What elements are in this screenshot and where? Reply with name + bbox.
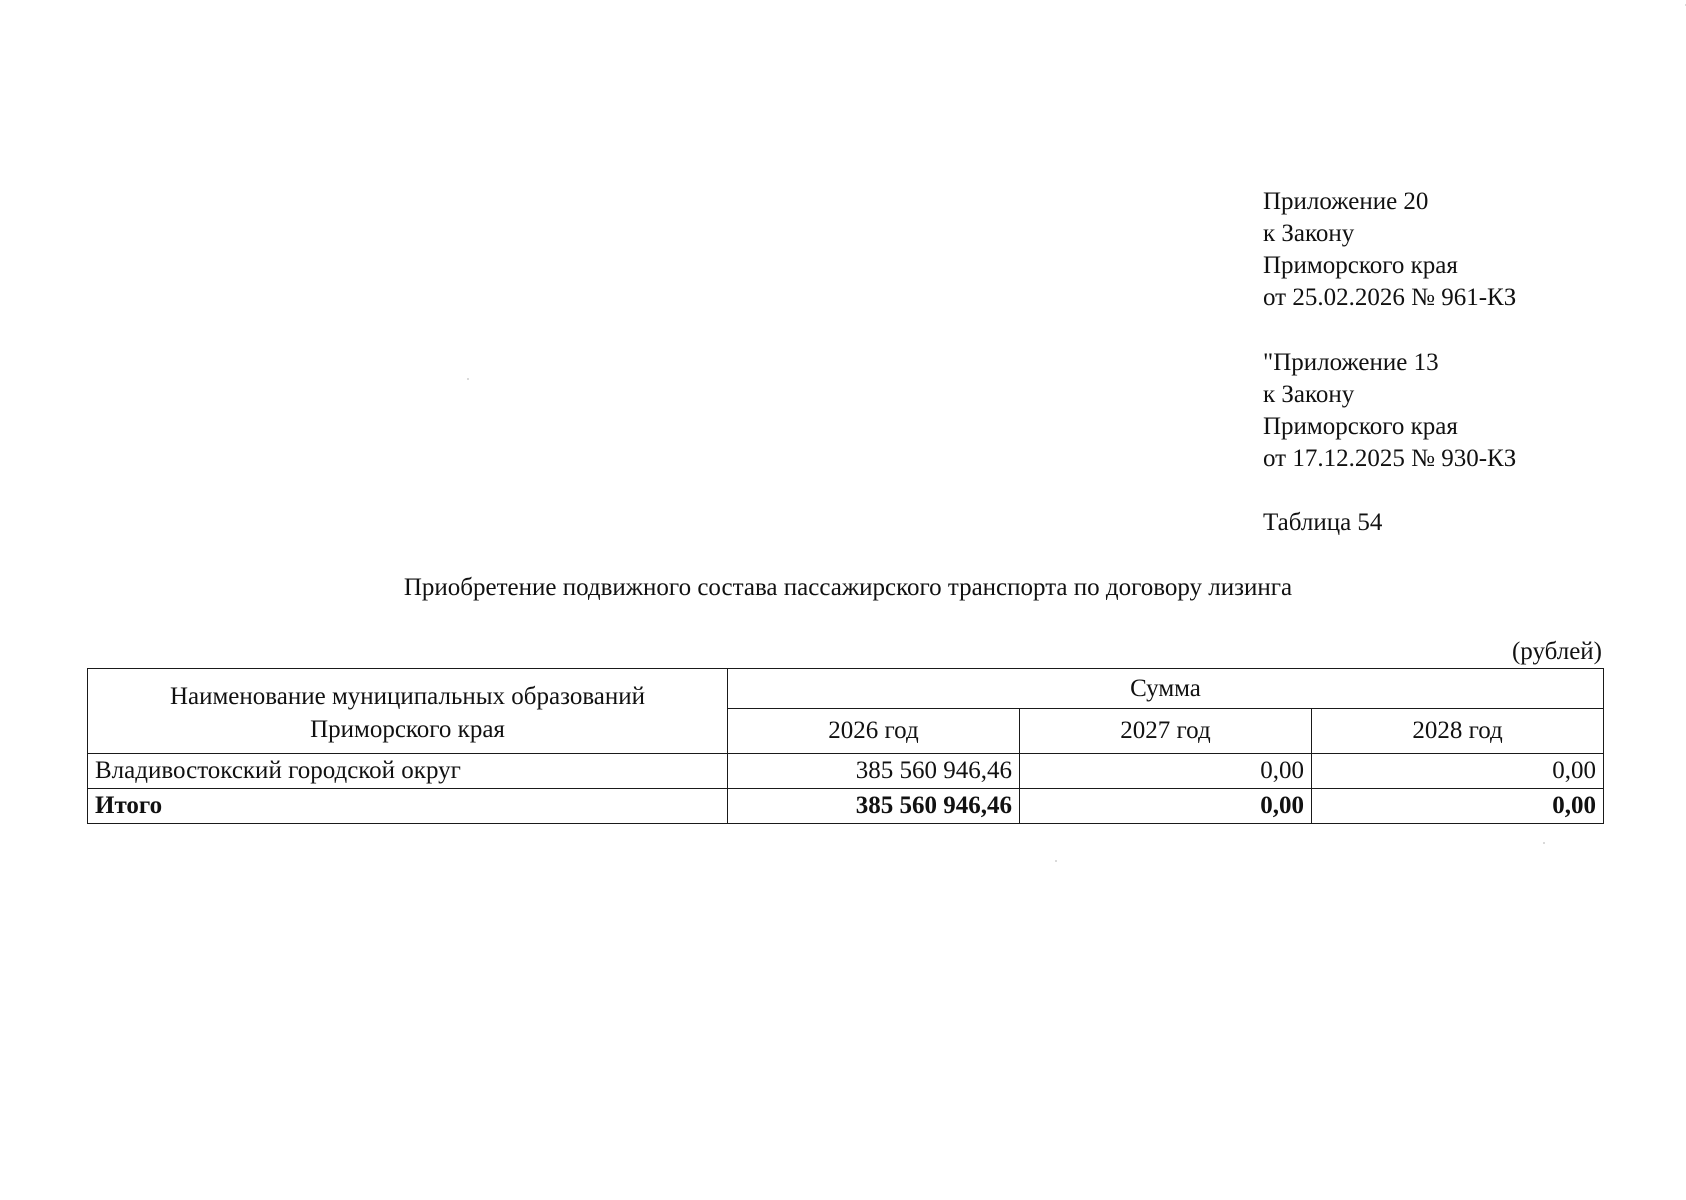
header-municipality-line1: Наименование муниципальных образований	[169, 683, 646, 710]
appendix-number: Приложение 20	[1263, 188, 1429, 215]
total-value-2027: 0,00	[1020, 789, 1312, 824]
table-header-row	[88, 669, 1604, 709]
appendix-region: Приморского края	[1263, 252, 1458, 279]
total-label: Итого	[88, 789, 728, 824]
row-value-2028: 0,00	[1312, 754, 1604, 789]
header-year-2028: 2028 год	[1312, 709, 1604, 754]
header-municipality-line2: Приморского края	[310, 716, 505, 743]
appendix-ref-date-number: от 17.12.2025 № 930-КЗ	[1263, 445, 1517, 472]
appendix-ref-region: Приморского края	[1263, 413, 1458, 440]
header-year-2026: 2026 год	[728, 709, 1020, 754]
appendix-ref-number: "Приложение 13	[1263, 349, 1439, 376]
table-number-label: Таблица 54	[1263, 509, 1383, 536]
row-value-2027: 0,00	[1020, 754, 1312, 789]
appendix-ref-law: к Закону	[1263, 381, 1355, 408]
budget-table	[87, 668, 1604, 824]
appendix-date-number: от 25.02.2026 № 961-КЗ	[1263, 284, 1517, 311]
total-value-2026: 385 560 946,46	[728, 789, 1020, 824]
table-total-row	[88, 789, 1604, 824]
row-municipality-name: Владивостокский городской округ	[88, 754, 728, 789]
total-value-2028: 0,00	[1312, 789, 1604, 824]
page-title: Приобретение подвижного состава пассажирского транспорта по договору лизинга	[403, 574, 1293, 601]
scan-speck	[1543, 842, 1545, 844]
row-value-2026: 385 560 946,46	[728, 754, 1020, 789]
appendix-reference	[1263, 347, 1516, 475]
scan-speck	[467, 378, 469, 380]
units-label: (рублей)	[1511, 638, 1602, 665]
header-year-2027: 2027 год	[1020, 709, 1312, 754]
appendix-header	[1263, 186, 1516, 314]
appendix-law-ref: к Закону	[1263, 220, 1355, 247]
scan-speck	[1055, 860, 1057, 862]
header-sum: Сумма	[728, 669, 1604, 709]
table-row	[88, 754, 1604, 789]
header-municipality	[88, 669, 728, 754]
